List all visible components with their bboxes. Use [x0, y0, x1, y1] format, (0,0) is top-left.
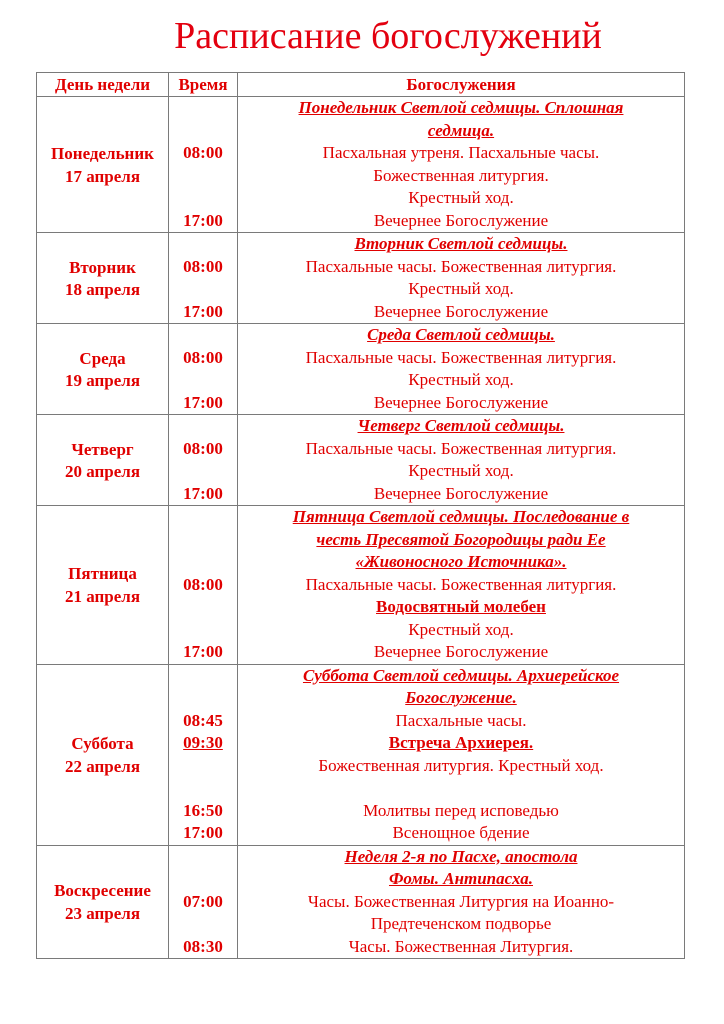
service-line: Крестный ход. [408, 188, 514, 207]
time-cell [169, 233, 238, 324]
table-row [37, 97, 685, 233]
feast-title: Среда Светлой седмицы. [367, 325, 555, 344]
feast-title: Фомы. Антипасха. [388, 869, 533, 888]
service-line: Пасхальные часы. Божественная литургия. [305, 347, 617, 367]
service-time: 17:00 [183, 392, 223, 412]
services-cell [238, 233, 685, 324]
service-line [238, 777, 684, 800]
table-header-row [37, 73, 685, 97]
service-line: Пасхальные часы. Божественная литургия. [305, 574, 617, 594]
services-cell [238, 97, 685, 233]
service-time: 09:30 [183, 733, 223, 752]
service-line: Часы. Божественная Литургия. [348, 936, 574, 956]
service-time [169, 755, 237, 778]
service-time: 08:00 [183, 347, 223, 367]
service-time [169, 596, 237, 619]
service-time: 17:00 [183, 210, 223, 230]
service-time [169, 529, 237, 552]
time-cell [169, 664, 238, 845]
service-line: Часы. Божественная Литургия на Иоанно- [307, 891, 615, 911]
service-time: 08:30 [183, 936, 223, 956]
day-date: 22 апреля [64, 756, 141, 776]
service-line: Пасхальные часы. [395, 710, 527, 730]
day-name: Воскресение [54, 881, 151, 901]
services-cell [238, 506, 685, 665]
service-time [169, 551, 237, 574]
table-row [37, 233, 685, 324]
time-cell [169, 845, 238, 959]
service-time: 08:45 [183, 710, 223, 730]
day-date: 19 апреля [64, 371, 141, 390]
day-date: 23 апреля [64, 903, 141, 923]
day-cell [37, 664, 169, 845]
day-date: 17 апреля [64, 166, 141, 186]
service-line: Божественная литургия. [373, 165, 549, 185]
feast-title: седмица. [427, 120, 495, 140]
header-time: Время [169, 73, 238, 97]
time-cell [169, 324, 238, 415]
day-name: Четверг [71, 439, 134, 459]
day-name: Понедельник [51, 144, 154, 163]
service-line: Водосвятный молебен [376, 597, 546, 616]
day-name: Среда [79, 348, 126, 368]
feast-title: Вторник Светлой седмицы. [354, 234, 568, 253]
service-line: Крестный ход. [408, 461, 514, 480]
page-title: Расписание богослужений [174, 15, 602, 57]
service-line: Вечернее Богослужение [373, 642, 549, 661]
service-line: Всенощное бдение [392, 823, 530, 842]
services-cell [238, 415, 685, 506]
service-time [169, 187, 237, 210]
service-time: 17:00 [183, 483, 223, 503]
service-time: 17:00 [183, 642, 223, 661]
time-cell [169, 97, 238, 233]
table-row [37, 415, 685, 506]
service-time [169, 846, 237, 869]
service-time: 08:00 [183, 256, 223, 276]
service-time: 08:00 [183, 574, 223, 594]
feast-title: Богослужение. [405, 688, 517, 707]
service-line: Вечернее Богослужение [373, 210, 549, 230]
service-line: Крестный ход. [408, 279, 514, 298]
time-cell [169, 415, 238, 506]
service-time [169, 415, 237, 438]
service-time [169, 619, 237, 642]
services-cell [238, 324, 685, 415]
service-line: Пасхальная утреня. Пасхальные часы. [322, 143, 600, 162]
table-row [37, 506, 685, 665]
service-time: 07:00 [183, 891, 223, 911]
table-row [37, 845, 685, 959]
day-cell [37, 506, 169, 665]
service-time [169, 777, 237, 800]
service-time [169, 97, 237, 120]
service-line: Божественная литургия. Крестный ход. [318, 755, 604, 775]
feast-title: Суббота Светлой седмицы. Архиерейское [302, 665, 620, 685]
service-time: 16:50 [183, 800, 223, 820]
service-line: Вечернее Богослужение [373, 392, 549, 412]
day-name: Вторник [69, 257, 136, 277]
service-time [169, 506, 237, 529]
day-date: 18 апреля [64, 280, 141, 299]
feast-title: честь Пресвятой Богородицы ради Ее [316, 529, 606, 549]
service-time [169, 665, 237, 688]
day-name: Суббота [71, 734, 134, 753]
feast-title: Понедельник Светлой седмицы. Сплошная [298, 98, 624, 117]
service-line: Встреча Архиерея. [388, 733, 534, 752]
time-cell [169, 506, 238, 665]
service-time [169, 120, 237, 143]
schedule-table [36, 72, 685, 959]
day-cell [37, 845, 169, 959]
service-time [169, 233, 237, 256]
table-row [37, 324, 685, 415]
header-day: День недели [37, 73, 169, 97]
day-name: Пятница [68, 564, 137, 584]
service-time [169, 868, 237, 891]
service-line: Молитвы перед исповедью [363, 800, 559, 820]
service-line: Вечернее Богослужение [373, 483, 549, 503]
service-time: 08:00 [183, 438, 223, 458]
service-time: 08:00 [183, 143, 223, 162]
services-cell [238, 664, 685, 845]
day-date: 21 апреля [64, 586, 141, 606]
day-cell [37, 415, 169, 506]
service-time [169, 460, 237, 483]
day-date: 20 апреля [64, 462, 141, 481]
day-cell [37, 233, 169, 324]
service-time [169, 369, 237, 392]
services-cell [238, 845, 685, 959]
day-cell [37, 324, 169, 415]
service-time [169, 913, 237, 936]
service-time: 17:00 [183, 301, 223, 321]
service-line: Крестный ход. [408, 619, 514, 639]
schedule-body [37, 97, 685, 959]
service-line: Пасхальные часы. Божественная литургия. [305, 256, 617, 276]
service-line: Предтеченском подворье [370, 914, 552, 933]
table-row [37, 664, 685, 845]
day-cell [37, 97, 169, 233]
service-line: Пасхальные часы. Божественная литургия. [305, 438, 617, 458]
feast-title: Четверг Светлой седмицы. [357, 416, 565, 435]
service-line: Вечернее Богослужение [373, 301, 549, 321]
service-time [169, 324, 237, 347]
service-time [169, 278, 237, 301]
service-time: 17:00 [183, 823, 223, 842]
feast-title: Неделя 2-я по Пасхе, апостола [344, 846, 578, 866]
feast-title: Пятница Светлой седмицы. Последование в [292, 507, 630, 526]
header-services: Богослужения [238, 73, 685, 97]
service-line: Крестный ход. [408, 370, 514, 389]
service-time [169, 165, 237, 188]
feast-title: «Живоносного Источника». [355, 552, 567, 571]
service-time [169, 687, 237, 710]
